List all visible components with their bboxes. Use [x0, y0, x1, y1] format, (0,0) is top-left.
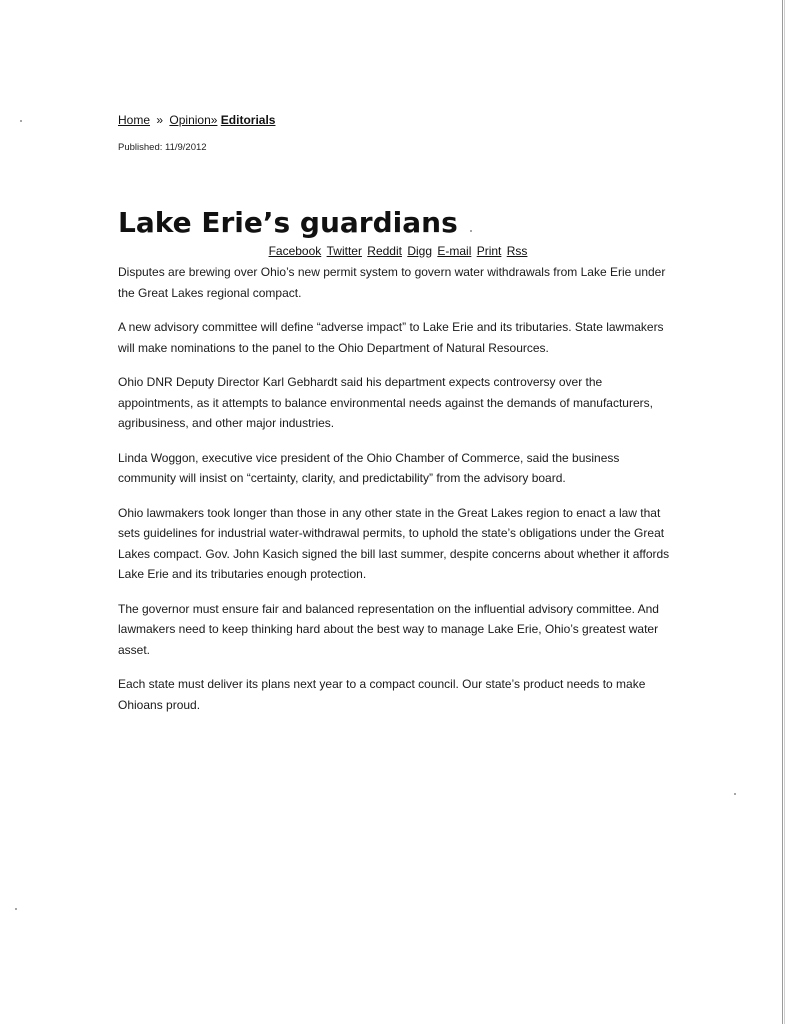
breadcrumb-opinion-link[interactable]: Opinion»: [169, 113, 218, 127]
share-facebook-link[interactable]: Facebook: [268, 244, 322, 258]
share-rss-link[interactable]: Rss: [506, 244, 528, 258]
share-digg-link[interactable]: Digg: [407, 244, 433, 258]
article-paragraph: Ohio DNR Deputy Director Karl Gebhardt said his department expects controversy over the appointments, as it attempts to balance environmental needs against the demands of manufacturers, agribusiness, and other major industries.: [118, 375, 653, 430]
article-page: [118, 112, 678, 729]
scan-speck: [734, 793, 736, 795]
breadcrumb-separator: »: [156, 113, 164, 127]
published-date: Published: 11/9/2012: [118, 142, 207, 153]
scan-border-line-faint: [784, 0, 785, 1024]
article-paragraph: A new advisory committee will define “adverse impact” to Lake Erie and its tributaries. State lawmakers will make nominations to the panel to the Ohio Department of Natural Resources.: [118, 320, 664, 355]
scan-speck: [20, 120, 22, 122]
article-paragraph: Ohio lawmakers took longer than those in any other state in the Great Lakes region to enact a law that sets guidelines for industrial water-withdrawal permits, to uphold the state’s obligations under the Great Lakes compact. Gov. John Kasich signed the bill last summer, despite concerns about whether it affords Lake Erie and its tributaries enough protection.: [118, 505, 670, 581]
article-paragraph: Each state must deliver its plans next year to a compact council. Our state’s product needs to make Ohioans proud.: [118, 677, 646, 712]
share-bar: [118, 244, 678, 258]
scan-speck: [15, 908, 17, 910]
share-print-link[interactable]: Print: [476, 244, 502, 258]
scan-border-line: [782, 0, 783, 1024]
article-paragraph: Disputes are brewing over Ohio’s new permit system to govern water withdrawals from Lake Erie under the Great Lakes regional compact.: [118, 265, 666, 300]
breadcrumb-home-link[interactable]: Home: [118, 113, 151, 127]
share-reddit-link[interactable]: Reddit: [367, 244, 402, 258]
article-headline: Lake Erie’s guardians: [118, 206, 458, 239]
share-email-link[interactable]: E-mail: [437, 244, 472, 258]
share-twitter-link[interactable]: Twitter: [326, 244, 362, 258]
breadcrumb-editorials-link[interactable]: Editorials: [220, 113, 276, 127]
breadcrumb: [118, 112, 678, 128]
article-paragraph: Linda Woggon, executive vice president of the Ohio Chamber of Commerce, said the business community will insist on “certainty, clarity, and predictability” from the advisory board.: [118, 450, 620, 485]
article-paragraph: The governor must ensure fair and balanced representation on the influential advisory committee. And lawmakers need to keep thinking hard about the best way to manage Lake Erie, Ohio’s greatest water asset.: [118, 601, 659, 657]
article-body: [118, 262, 678, 715]
